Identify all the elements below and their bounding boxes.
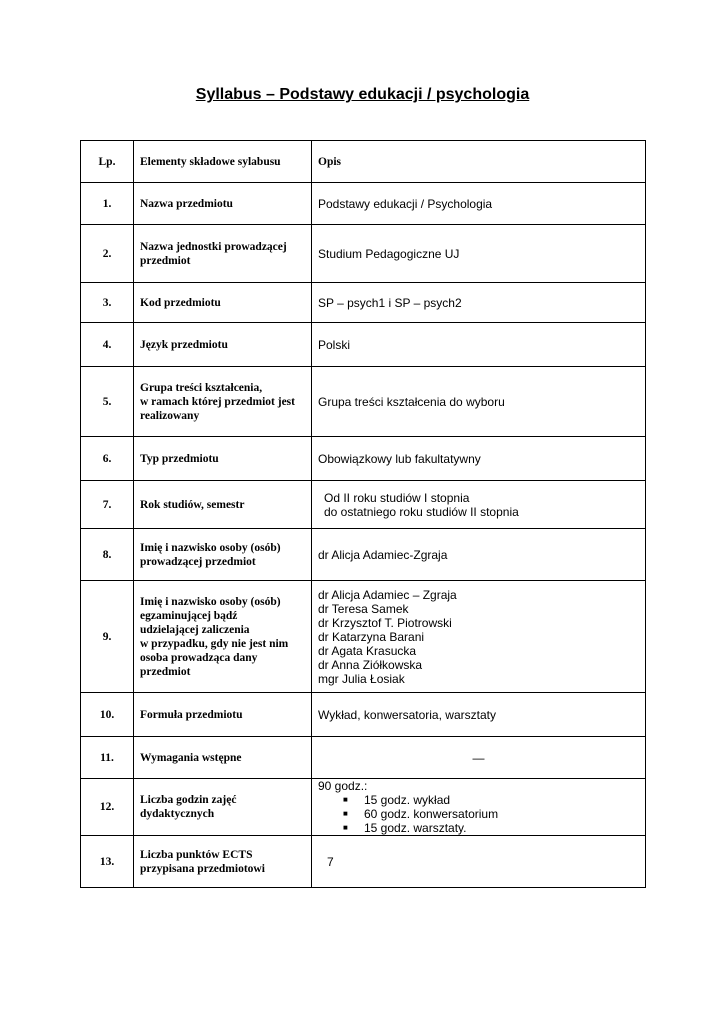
- element-cell: [134, 323, 312, 367]
- description-cell: [312, 323, 646, 367]
- table-row: [81, 323, 646, 367]
- list-item: [343, 807, 639, 821]
- table-row: [81, 437, 646, 481]
- square-bullet-icon: ■: [343, 795, 348, 804]
- element-cell: [134, 437, 312, 481]
- description-line: 90 godz.:: [318, 779, 368, 793]
- element-line: Imię i nazwisko osoby (osób): [140, 595, 281, 608]
- description-line: Studium Pedagogiczne UJ: [318, 246, 460, 261]
- element-line: przypisana przedmiotowi: [140, 862, 265, 875]
- row-number: 12.: [81, 779, 134, 836]
- element-line: przedmiot: [140, 254, 191, 267]
- document-title: Syllabus – Podstawy edukacji / psychologia: [195, 86, 530, 103]
- row-number: 7.: [81, 481, 134, 529]
- element-line: Wymagania wstępne: [140, 751, 242, 764]
- list-item: [343, 793, 639, 807]
- element-line: Język przedmiotu: [140, 338, 228, 351]
- description-line: Od II roku studiów I stopnia: [324, 490, 470, 505]
- table-header-row: [81, 141, 646, 183]
- description-cell: [312, 581, 646, 693]
- description-cell: [312, 437, 646, 481]
- description-cell: [312, 693, 646, 737]
- table-row: [81, 481, 646, 529]
- description-cell: [312, 225, 646, 283]
- row-number: 6.: [81, 437, 134, 481]
- table-row: [81, 693, 646, 737]
- header-description: Opis: [312, 141, 646, 183]
- description-line: Podstawy edukacji / Psychologia: [318, 196, 493, 211]
- description-line: SP – psych1 i SP – psych2: [318, 295, 462, 310]
- row-number: 3.: [81, 283, 134, 323]
- syllabus-table: [80, 140, 646, 888]
- row-number: 2.: [81, 225, 134, 283]
- element-line: Nazwa jednostki prowadzącej: [140, 240, 287, 253]
- list-item-text: 15 godz. wykład: [364, 793, 451, 807]
- description-cell: [312, 481, 646, 529]
- list-item: [343, 821, 639, 835]
- description-line: Grupa treści kształcenia do wyboru: [318, 394, 505, 409]
- element-cell: [134, 779, 312, 836]
- description-cell: [312, 737, 646, 779]
- description-cell: [312, 183, 646, 225]
- element-line: Formuła przedmiotu: [140, 708, 243, 721]
- description-line: dr Krzysztof T. Piotrowski: [318, 615, 452, 630]
- element-cell: [134, 737, 312, 779]
- description-line: Obowiązkowy lub fakultatywny: [318, 451, 481, 466]
- element-line: Liczba punktów ECTS: [140, 848, 253, 861]
- description-cell: [312, 367, 646, 437]
- list-item-text: 15 godz. warsztaty.: [364, 821, 467, 835]
- header-element: Elementy składowe sylabusu: [134, 141, 312, 183]
- row-number: 5.: [81, 367, 134, 437]
- element-cell: [134, 836, 312, 888]
- element-line: prowadzącej przedmiot: [140, 555, 256, 568]
- row-number: 9.: [81, 581, 134, 693]
- element-line: osoba prowadząca dany: [140, 651, 258, 664]
- element-line: udzielającej zaliczenia: [140, 623, 250, 636]
- element-cell: [134, 183, 312, 225]
- description-line: dr Alicja Adamiec – Zgraja: [318, 587, 457, 602]
- row-number: 10.: [81, 693, 134, 737]
- description-cell: [312, 529, 646, 581]
- element-line: egzaminującej bądź: [140, 609, 238, 622]
- table-row: [81, 183, 646, 225]
- element-line: Rok studiów, semestr: [140, 498, 245, 511]
- description-line: —: [472, 750, 485, 765]
- element-line: dydaktycznych: [140, 808, 215, 820]
- table-row: [81, 779, 646, 836]
- element-line: Nazwa przedmiotu: [140, 197, 233, 210]
- element-cell: [134, 481, 312, 529]
- element-line: przedmiot: [140, 665, 191, 678]
- element-line: w ramach której przedmiot jest: [140, 395, 295, 408]
- description-cell: [312, 283, 646, 323]
- list-item-text: 60 godz. konwersatorium: [364, 807, 499, 821]
- description-line: Wykład, konwersatoria, warsztaty: [318, 707, 496, 722]
- description-line: dr Anna Ziółkowska: [318, 657, 423, 672]
- table-row: [81, 737, 646, 779]
- description-cell: [312, 779, 646, 836]
- table-row: [81, 283, 646, 323]
- table-row: [81, 581, 646, 693]
- element-line: Grupa treści kształcenia,: [140, 381, 263, 394]
- description-line: dr Katarzyna Barani: [318, 629, 425, 644]
- hours-list: [318, 793, 639, 835]
- row-number: 13.: [81, 836, 134, 888]
- description-line: dr Alicja Adamiec-Zgraja: [318, 547, 448, 562]
- element-cell: [134, 581, 312, 693]
- table-row: [81, 367, 646, 437]
- element-line: w przypadku, gdy nie jest nim: [140, 637, 289, 650]
- element-line: Imię i nazwisko osoby (osób): [140, 541, 281, 554]
- description-line: 7: [327, 854, 334, 869]
- element-cell: [134, 367, 312, 437]
- table-row: [81, 225, 646, 283]
- description-line: dr Agata Krasucka: [318, 643, 417, 658]
- row-number: 1.: [81, 183, 134, 225]
- row-number: 4.: [81, 323, 134, 367]
- description-line: Polski: [318, 337, 351, 352]
- element-cell: [134, 225, 312, 283]
- description-line: mgr Julia Łosiak: [318, 671, 405, 686]
- row-number: 8.: [81, 529, 134, 581]
- element-line: realizowany: [140, 409, 200, 422]
- row-number: 11.: [81, 737, 134, 779]
- element-line: Typ przedmiotu: [140, 452, 219, 465]
- element-line: Kod przedmiotu: [140, 296, 221, 309]
- table-row: [81, 836, 646, 888]
- element-cell: [134, 693, 312, 737]
- description-line: do ostatniego roku studiów II stopnia: [324, 504, 519, 519]
- description-line: dr Teresa Samek: [318, 601, 409, 616]
- table-row: [81, 529, 646, 581]
- header-lp: Lp.: [81, 141, 134, 183]
- element-line: Liczba godzin zajęć: [140, 794, 237, 806]
- element-cell: [134, 529, 312, 581]
- square-bullet-icon: ■: [343, 809, 348, 818]
- square-bullet-icon: ■: [343, 823, 348, 832]
- element-cell: [134, 283, 312, 323]
- description-cell: [312, 836, 646, 888]
